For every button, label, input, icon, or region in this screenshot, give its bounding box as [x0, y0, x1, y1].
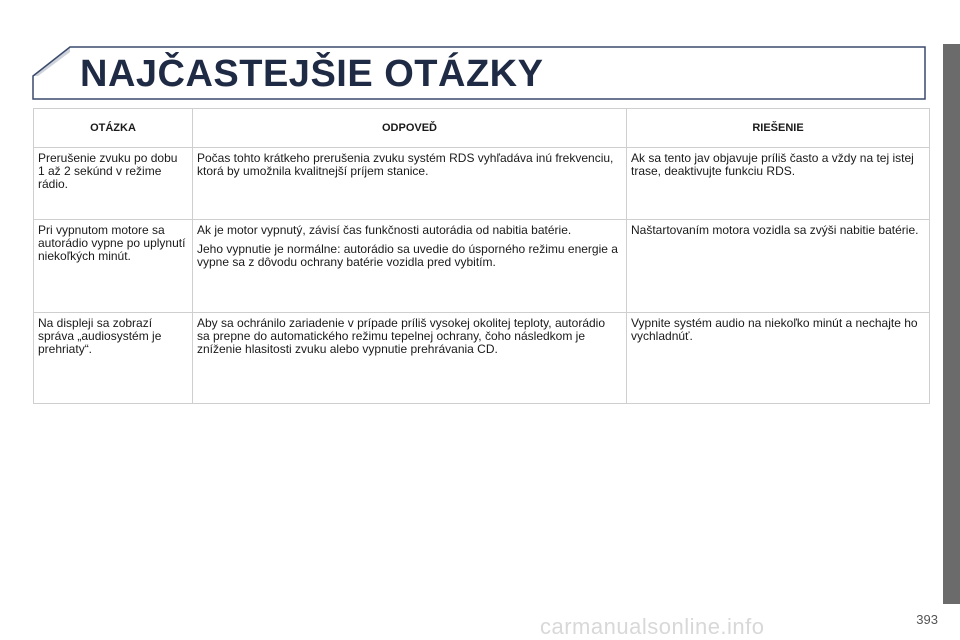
answer-text: Aby sa ochránilo zariadenie v prípade príliš vysokej okolitej teploty, autorádio sa prepne do automatického režimu tepelnej ochrany, čoho následkom je zníženie hlasitosti zvuku alebo vypnutie prehrávania CD. — [197, 316, 605, 356]
page-number: 393 — [916, 612, 938, 627]
solution-cell — [627, 220, 930, 313]
answer-cell — [193, 313, 627, 404]
question-cell — [34, 313, 193, 404]
answer-cell — [193, 220, 627, 313]
question-text: Na displeji sa zobrazí správa „audiosystém je prehriaty“. — [38, 316, 162, 356]
answer-cell — [193, 148, 627, 220]
question-text: Prerušenie zvuku po dobu 1 až 2 sekúnd v režime rádio. — [38, 151, 178, 191]
column-header-question: OTÁZKA — [34, 109, 193, 148]
faq-table — [33, 108, 930, 404]
question-cell — [34, 220, 193, 313]
solution-cell — [627, 313, 930, 404]
column-header-solution: RIEŠENIE — [627, 109, 930, 148]
solution-text: Vypnite systém audio na niekoľko minút a nechajte ho vychladnúť. — [631, 316, 918, 343]
answer-text: Jeho vypnutie je normálne: autorádio sa uvedie do úsporného režimu energie a vypne sa z dôvodu ochrany batérie vozidla pred vybitím. — [197, 242, 618, 269]
answer-text: Ak je motor vypnutý, závisí čas funkčnosti autorádia od nabitia batérie. — [197, 223, 572, 237]
table-row — [34, 148, 930, 220]
question-text: Pri vypnutom motore sa autorádio vypne po uplynutí niekoľkých minút. — [38, 223, 186, 263]
side-tab-bar — [943, 44, 960, 604]
question-cell — [34, 148, 193, 220]
table-row — [34, 220, 930, 313]
column-header-answer: ODPOVEĎ — [193, 109, 627, 148]
solution-text: Ak sa tento jav objavuje príliš často a vždy na tej istej trase, deaktivujte funkciu RDS. — [631, 151, 914, 178]
page-title: NAJČASTEJŠIE OTÁZKY — [80, 53, 544, 95]
answer-text: Počas tohto krátkeho prerušenia zvuku systém RDS vyhľadáva inú frekvenciu, ktorá by umožnila kvalitnejší príjem stanice. — [197, 151, 614, 178]
table-header-row — [34, 109, 930, 148]
solution-text: Naštartovaním motora vozidla sa zvýši nabitie batérie. — [631, 223, 919, 237]
watermark: carmanualsonline.info — [540, 614, 765, 639]
title-banner — [32, 46, 926, 100]
solution-cell — [627, 148, 930, 220]
table-row — [34, 313, 930, 404]
